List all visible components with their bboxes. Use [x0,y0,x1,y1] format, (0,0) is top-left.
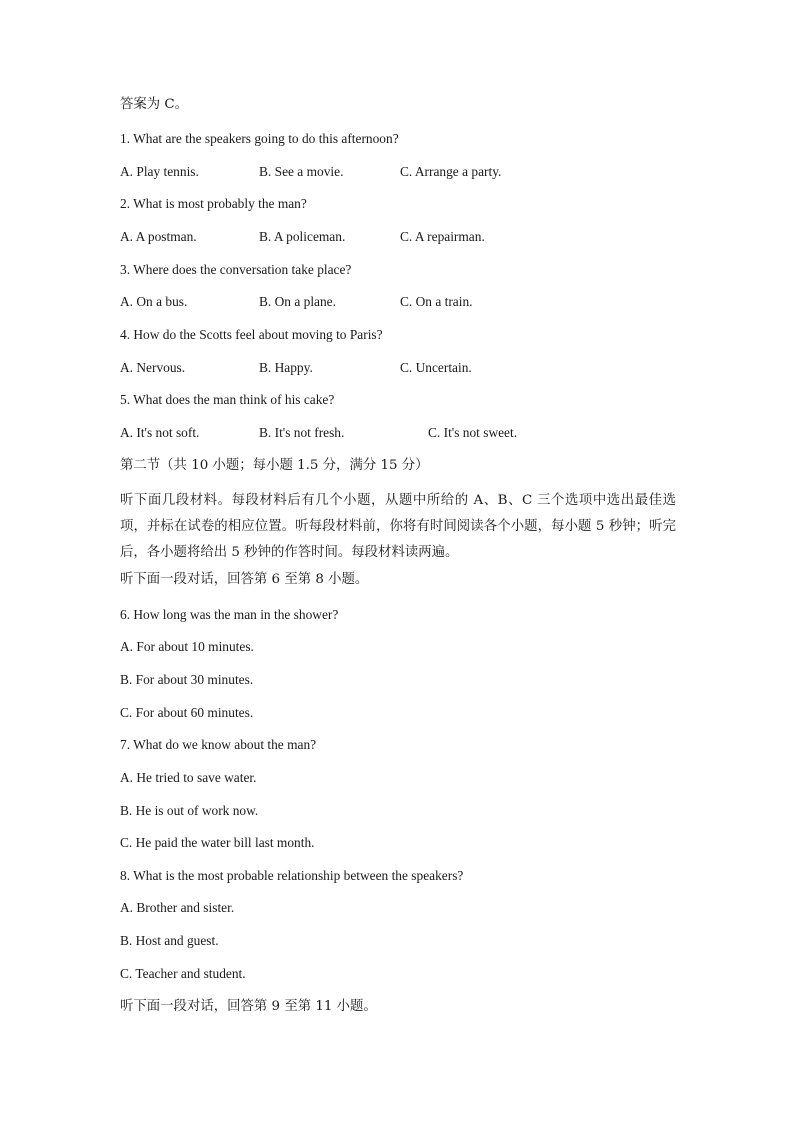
question-6-stem: 6. How long was the man in the shower? [120,607,339,622]
question-1-stem: 1. What are the speakers going to do this afternoon? [120,131,399,146]
question-5-option-a: A. It's not soft. [120,425,200,440]
question-2-stem: 2. What is most probably the man? [120,196,307,211]
question-4-option-c: C. Uncertain. [400,360,472,375]
question-4-option-b: B. Happy. [259,360,313,375]
question-8-option-b: B. Host and guest. [120,933,219,948]
dialogue-intro-6-8: 听下面一段对话，回答第 6 至第 8 小题。 [120,572,369,587]
question-3-stem: 3. Where does the conversation take place? [120,262,352,277]
question-3-option-a: A. On a bus. [120,294,188,309]
question-6-option-a: A. For about 10 minutes. [120,639,254,654]
question-1-option-c: C. Arrange a party. [400,164,502,179]
question-2-option-a: A. A postman. [120,229,197,244]
question-7-stem: 7. What do we know about the man? [120,737,317,752]
question-2-option-b: B. A policeman. [259,229,346,244]
question-3-option-b: B. On a plane. [259,294,336,309]
question-8-option-c: C. Teacher and student. [120,966,246,981]
question-5-option-c: C. It's not sweet. [428,425,518,440]
question-7-option-c: C. He paid the water bill last month. [120,835,315,850]
question-6-option-c: C. For about 60 minutes. [120,705,254,720]
section-2-instructions: 听下面几段材料。每段材料后有几个小题，从题中所给的 A、B、C 三个选项中选出最佳选项，并标在试卷的相应位置。听每段材料前，你将有时间阅读各个小题，每小题 5 秒钟；听完后，各小题将给出 5 秒钟的作答时间。每段材料读两遍。 [120,493,676,560]
question-6-option-b: B. For about 30 minutes. [120,672,254,687]
question-2-option-c: C. A repairman. [400,229,485,244]
question-7-option-a: A. He tried to save water. [120,770,257,785]
question-4-option-a: A. Nervous. [120,360,186,375]
question-5-stem: 5. What does the man think of his cake? [120,392,335,407]
question-8-stem: 8. What is the most probable relationship between the speakers? [120,868,464,883]
question-1-option-a: A. Play tennis. [120,164,199,179]
answer-note: 答案为 C。 [120,97,189,112]
dialogue-intro-9-11: 听下面一段对话，回答第 9 至第 11 小题。 [120,999,377,1014]
question-7-option-b: B. He is out of work now. [120,803,259,818]
question-4-stem: 4. How do the Scotts feel about moving to Paris? [120,327,383,342]
question-3-option-c: C. On a train. [400,294,473,309]
question-5-option-b: B. It's not fresh. [259,425,345,440]
question-8-option-a: A. Brother and sister. [120,900,235,915]
question-1-option-b: B. See a movie. [259,164,344,179]
section-2-heading: 第二节（共 10 小题；每小题 1.5 分，满分 15 分） [120,458,429,473]
